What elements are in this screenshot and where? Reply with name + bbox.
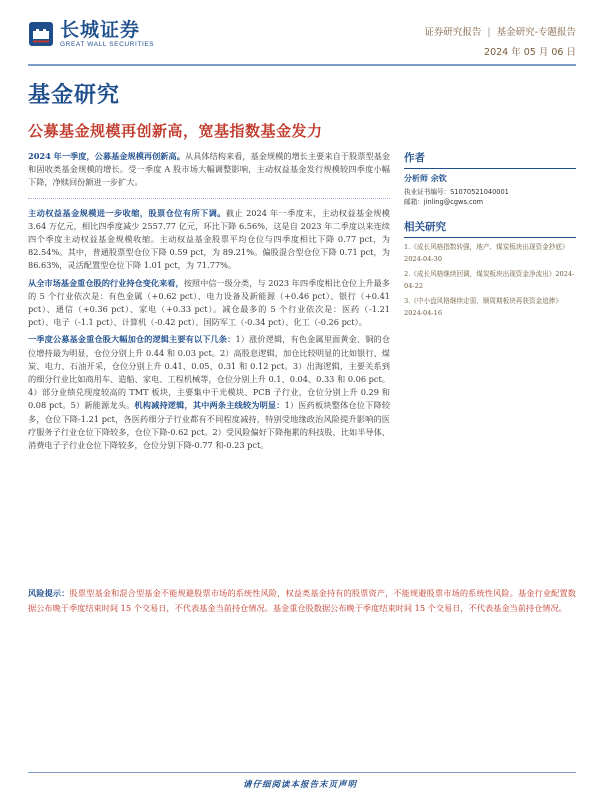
risk-label: 风险提示：: [28, 588, 70, 598]
body-paragraph: [28, 277, 390, 330]
related-research-item[interactable]: 2.《成长风格继续回调，煤炭板块出现资金净流出》2024-04-22: [404, 270, 575, 290]
paragraph-highlight: 一季度公募基金重仓股大幅加仓的逻辑主要有以下几条：: [28, 334, 236, 345]
related-research-item[interactable]: 1.《成长风格指数转强，地产、煤炭板块出现资金抄底》2024-04-30: [404, 243, 569, 263]
document-type-heading: 基金研究: [28, 83, 121, 108]
risk-warning: [28, 586, 576, 615]
related-research-heading: 相关研究: [404, 219, 576, 238]
header-divider: [28, 64, 576, 66]
main-body: [28, 150, 390, 456]
report-header: [28, 16, 576, 62]
paragraph-text-2: 1）医药板块整体仓位下降较多，仓位下降-1.21 pct，各医药细分子行业都有不同程度减持，特别受地缘政治风险提升影响的医疗服务子行业仓位下降较多，仓位下降-0.62 pct。2）受风险偏好下降拖累的科技股，比如半导体、消费电子子行业仓位下降较多，仓位分别下降-0.77 和-0.23 pct。: [28, 400, 390, 451]
report-type-label: 证券研究报告: [424, 27, 482, 38]
paragraph-text: 截止 2024 年一季度末，主动权益基金规模 3.64 万亿元，相比四季度减少 2557.77 亿元，环比下降 6.56%，这是自 2023 年二季度以来连续四个季度主动权益基金规模收缩。主动权益基金股票平均仓位与四季度相比下降 0.77 pct，为 82.54%。其中，普通股票型仓位下降 0.59 pct，为 89.21%。偏股混合型仓位下降 0.71 pct，为 86.63%，灵活配置型仓位下降 1.01 pct，为 71.77%。: [28, 207, 390, 271]
great-wall-logo-icon: [28, 21, 54, 47]
analyst-email: [404, 197, 576, 207]
header-meta: [424, 24, 576, 58]
logo-english-name: GREAT WALL SECURITIES: [60, 41, 155, 48]
analyst-name: 分析师 余钦: [404, 174, 447, 183]
report-title: 公募基金规模再创新高，宽基指数基金发力: [28, 122, 323, 140]
paragraph-text: 从具体结构来看，基金规模的增长主要来自于股票型基金和固收类基金规模的增长。受一季度 A 股市场大幅调整影响，主动权益基金发行规模较四季度小幅下降，净赎回份额进一步扩大。: [28, 151, 390, 188]
analyst-cert: [404, 187, 576, 197]
summary-paragraph: [28, 150, 390, 199]
body-paragraph: [28, 207, 390, 273]
paragraph-highlight: 主动权益基金规模进一步收缩，股票仓位有所下调。: [28, 207, 226, 218]
paragraph-text: 按照中信一级分类，与 2023 年四季度相比仓位上升最多的 5 个行业依次是：有色金属（+0.62 pct）、电力设备及新能源（+0.46 pct）、银行（+0.41 pct）、通信（+0.36 pct）、家电（+0.33 pct）。减仓最多的 5 个行业依次是：医药（-1.21 pct）、电子（-1.1 pct）、计算机（-0.42 pct）、国防军工（-0.34 pct）、化工（-0.26 pct）。: [28, 277, 390, 328]
risk-text: 股票型基金和混合型基金不能规避股票市场的系统性风险，权益类基金持有的股票资产，不能规避股票市场的系统性风险。基金行业配置数据公布晚于季度结束时间 15 个交易日，不代表基金当前持仓情况。基金重仓股数据公布晚于季度结束时间 15 个交易日，不代表基金当前持仓情况。: [28, 588, 576, 613]
logo-chinese-name: 长城证券: [60, 19, 141, 41]
cert-label: 执业证书编号：: [404, 188, 451, 196]
cert-number: S1070521040001: [450, 188, 509, 196]
report-date: 2024 年 05 月 06 日: [484, 47, 576, 58]
header-separator: |: [487, 27, 491, 38]
authors-heading: 作者: [404, 150, 576, 169]
body-paragraph: [28, 333, 390, 452]
report-category-label: 基金研究-专题报告: [496, 27, 576, 38]
company-logo: [28, 20, 154, 48]
footer-divider: [28, 772, 576, 773]
footer-disclaimer: 请仔细阅读本报告末页声明: [242, 780, 357, 790]
paragraph-highlight: 2024 年一季度，公募基金规模再创新高。: [28, 151, 185, 161]
paragraph-text: 1）涨价逻辑，有色金属里面黄金、铜的仓位增持最为明显，仓位分别上升 0.44 和 0.03 pct。2）高股息逻辑，加仓比较明显的比如银行、煤炭、电力、石油开采，仓位分别上升 0.41、0.05、0.31 和 0.12 pct。3）出海逻辑，主要关系到的细分行业比如商用车、造船、家电、工程机械等，仓位分别上升 0.1、0.04、0.33 和 0.06 pct。4）部分业绩兑现度较高的 TMT 板块，主要集中于光模块、PCB 子行业，仓位分别上升 0.29 和 0.08 pct。5）新能源龙头。: [28, 334, 390, 411]
paragraph-highlight: 从全市场基金重仓股的行业持仓变化来看，: [28, 277, 184, 288]
sidebar: [404, 150, 576, 323]
paragraph-highlight-2: 机构减持逻辑，其中两条主线较为明显：: [134, 400, 285, 411]
email-label: 邮箱：: [404, 198, 424, 206]
related-research-item[interactable]: 3.《中小盘风格继续走弱，顺周期板块再获资金追捧》2024-04-16: [404, 297, 562, 317]
email-address[interactable]: jinling@cgws.com: [423, 198, 484, 206]
